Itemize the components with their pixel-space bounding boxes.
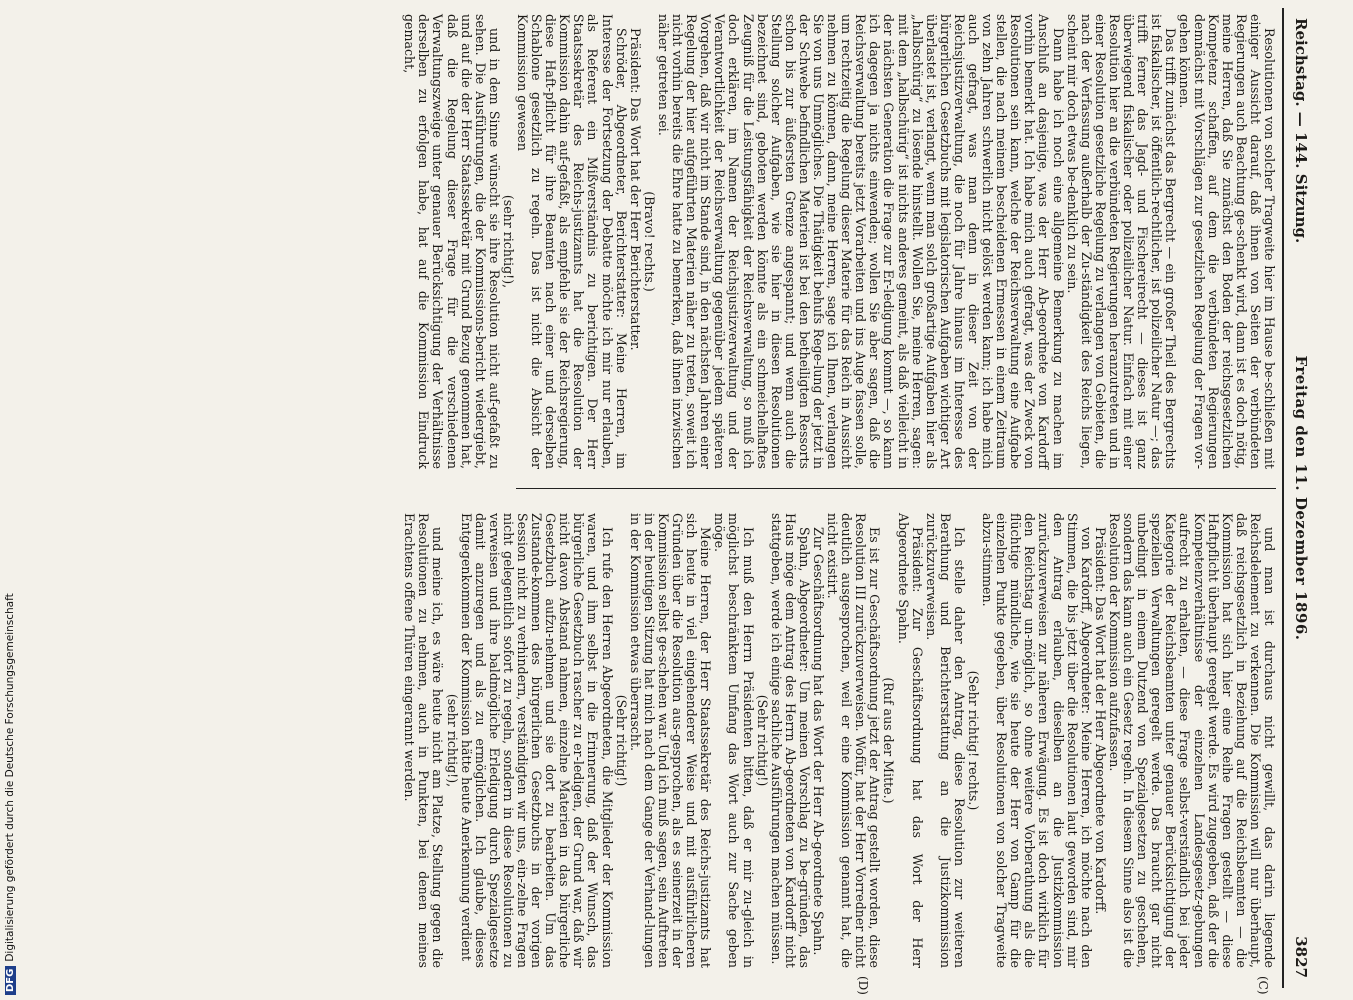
paragraph: und meine ich, es wäre heute nicht am Platze, Stellung gegen die Resolutionen zu nehmen, auch in Punkten, bei denen meines Erachtens offene Thüren eingerannt werden. (402, 513, 446, 968)
left-column (402, 14, 1276, 469)
paragraph: (Bravo! rechts.) (641, 191, 657, 292)
paragraph: Präsident: Das Wort hat der Herr Abgeordnete von Kardorff. (1092, 527, 1108, 915)
paragraph: von Kardorff, Abgeordneter: Meine Herren, ich möchte nach den Stimmen, die bis jetzt über die Resolutionen laut geworden sind, mir den Antrag erlauben, dieselben an die Justizkommission zurückzuverweisen zur näheren Erwägung. Es ist doch wirklich für den Reichstag un-möglich, so ohne weitere Vorberathung als die flüchtige mündliche, wie sie heute der Herr von Gamp für die einzelnen Punkte gegeben, über Resolutionen von solcher Tragweite abzu-stimmen. (980, 513, 1094, 968)
paragraph: Dann habe ich noch eine allgemeine Bemerkung zu machen im Anschluß an dasjenige, was der Herr Ab-geordnete von Kardorff vorhin bemerkt hat. Ich habe mich auch gefragt, was der Zweck von Resolutionen sein kann, welche der Reichsverwaltung eine Aufgabe stellen, die nach meinem bescheidenen Ermessen in einem Zeitraum von zehn Jahren schwerlich nicht gelöst werden kann; ich habe mich auch gefragt, was man denn in dieser Zeit von der Reichsjustizverwaltung, die noch für Jahre hinaus im Interesse des bürgerlichen Gesetzbuchs mit legislatorischen Aufgaben wichtiger Art überlastet ist, verlangt, wenn man solch großartige Aufgaben hier als „halbschürig“ zu lösende hinstellt. Wollen Sie, meine Herren, sagen: mit dem „halbschürig“ ist nichts anderes gemeint, als daß vielleicht in der nächsten Generation die Frage zur Er-ledigung kommt —, so kann ich dagegen ja nichts einwenden; wollen Sie aber sagen, daß die Reichsverwaltung bereits jetzt Vorarbeiten und ins Auge fassen solle, um rechtzeitig die Regelung dieser Materie für das Reich in Aussicht nehmen zu können, dann, meine Herren, sage ich Ihnen, verlangen Sie von uns Unmögliches. Die Thätigkeit behufs Rege-lung der jetzt in der Schwebe befindlichen Materien ist bei den betheiligten Ressorts schon bis zur äußersten Grenze angespannt; und wenn auch die Stellung solcher Aufgaben, wie sie hier in diesen Resolutionen bezeichnet sind, geboten werden könnte als ein schmeichelhaftes Zeugniß für die Leistungsfähigkeit der Reichsverwaltung, so muß ich doch erklären, im Namen der Reichsjustizverwaltung und der Verantwortlichkeit der Reichsverwaltung gegenüber jedem späteren Vorgehen, daß wir nicht im Stande sind, in den nächsten Jahren einer Regelung der hier aufgeführten Materien näher zu treten, soweit ich nicht vorhin bereits die Ehre hatte zu bemerken, daß ihnen inzwischen näher getreten sei. (655, 14, 1066, 469)
right-column (402, 513, 1276, 968)
paragraph: Zur Geschäftsordnung hat das Wort der Herr Ab-geordnete Spahn. (811, 527, 826, 956)
header-session: Reichstag. — 144. Sitzung. (1292, 18, 1310, 244)
paragraph: Präsident: Zur Geschäftsordnung hat das Wort der Herr Abgeordnete Spahn. (895, 513, 925, 968)
header-date: Freitag den 11. Dezember 1896. (1292, 355, 1310, 641)
paragraph: Spahn, Abgeordneter: Um meinen Vorschlag zu be-gründen, das Haus möge dem Antrag des Herrn Ab-geordneten von Kardorff nicht stattgeben, werde ich einige sachliche Ausführungen machen müssen. (768, 513, 812, 968)
page-header (1286, 8, 1310, 988)
paragraph: und man ist durchaus nicht gewillt, das darin liegende Reichsdelement zu verkennen. Die Kommission will nur überhaupt, daß reichsgesetzlich in Beziehung auf die Reichsbeamten — die Kommission hat sich hier eine Reihe Fragen gestellt — diese Haftpflicht überhaupt geregelt werde. Es wird zugegeben, daß der die Kompetenzverhältnisse der einzelnen Landesgesetz-gebungen aufrecht zu erhalten, — diese Frage selbst-verständlich bei jeder Kategorie der Reichsbeamten unter genauer Berücksichtigung der speziellen Verwaltungen geregelt werde. Das braucht gar nicht unbedingt in einem Dutzend von Spezialgesetzen zu geschehen, sondern das kann auch ein Gesetz regeln. In diesem Sinne also ist die Resolution der Kommission aufzufassen. (1106, 513, 1277, 968)
paragraph: Schröder, Abgeordneter, Berichterstatter: Meine Herren, im Interesse der Fortsetzung der Debatte möchte ich mir nur erlauben, als Referent ein Mißverständnis zu berichtigen. Der Herr Staatssekretär des Reichs-justizamts hat die Resolution der Kommission dahin auf-gefaßt, als empfehle sie der Reichsregierung, diese Haft-pflicht für ihre Beamten nach einer und derselben Schablone gesetzlich zu regeln. Das ist nicht die Absicht der Kommission gewesen (515, 14, 629, 469)
paragraph: Ich stelle daher den Antrag, diese Resolution zur weiteren Berathung und Berichterstattung an die Justizkommission zurückzuverweisen. (923, 513, 967, 968)
paragraph: Ich muß den Herrn Präsidenten bitten, daß er mir zu-gleich in möglichst beschränktem Umfang das Wort auch zur Sache geben möge. (712, 513, 756, 968)
margin-marker-d: (D) (856, 976, 870, 995)
paragraph: (sehr richtig!), (444, 693, 460, 788)
paragraph: Präsident: Das Wort hat der Herr Berichterstatter. (627, 28, 643, 351)
header-rule (1282, 8, 1284, 988)
rotated-page (60, 8, 1310, 995)
credit-text: Digitalisierung gefördert durch die Deutsche Forschungsgemeinschaft (4, 593, 16, 962)
paragraph: (Sehr richtig! rechts.) (966, 670, 982, 811)
margin-marker-c: (C) (1256, 976, 1270, 995)
paragraph: (Ruf aus der Mitte.) (881, 677, 897, 804)
paragraph: Ich rufe den Herren Abgeordneten, die Mitglieder der Kommission waren, und ihm selbst in die Erinnerung, daß der Wunsch, das bürgerliche Gesetzbuch rascher zu er-ledigen, der Grund war, daß wir nicht davon Abstand nahmen, einzelne Materien in das bürgerliche Gesetzbuch aufzu-nehmen und sie dort zu bearbeiten. Um das Zustande-kommen des bürgerlichen Gesetzbuchs in der vorigen Session nicht zu verhindern, verständigten wir uns, ein-zelne Fragen nicht gelegentlich sofort zu regeln, sondern in diese Resolutionen zu verweisen und ihre baldmögliche Erledigung durch Spezialgesetze damit anzuregen und als zu ermöglichen. Ich glaube, dieses Entgegenkommen der Kommission hätte heute Anerkennung verdient (458, 513, 615, 968)
paragraph: Meine Herren, der Herr Staatssekretär des Reichs-justizamts hat sich heute in viel eingehenderer Weise und mit ausführlicheren Gründen über die Resolution aus-gesprochen, als es seinerzeit in der Kommission selbst ge-schehen war. Und ich muß sagen, sein Auftreten in der heutigen Sitzung hat mich nach dem Gange der Verhand-lungen in der Kommission etwas überrascht. (627, 513, 714, 968)
paragraph: (Sehr richtig!) (613, 694, 629, 787)
paragraph: und in dem Sinne wünscht sie ihre Resolution nicht auf-gefaßt zu sehen. Die Ausführungen, die der Kommissions-bericht wiedergiebt, und auf die der Herr Staatssekretär mit Grund Bezug genommen hat, daß die Regelung dieser Frage für die verschiedenen Verwaltungszweige unter genauer Berücksichtigung der Verhältnisse derselben zu erfolgen habe, hat auf die Kommission Eindruck gemacht, (402, 14, 502, 469)
paragraph: (sehr richtig!), (500, 194, 516, 289)
paragraph: Es ist zur Geschäftsordnung jetzt der Antrag gestellt worden, diese Resolution III zurückzuverweisen. Wofür, hat der Herr Vorredner nicht deutlich ausgesprochen, weil er eine Kommission genannt hat, die nicht existirt. (825, 513, 883, 968)
dfg-logo: DFG (5, 966, 16, 995)
column-divider (516, 488, 1276, 489)
page-number: 3827 (1292, 936, 1310, 978)
paragraph: (Sehr richtig!) (754, 694, 770, 787)
digitization-credit (4, 593, 16, 995)
paragraph: Resolutionen von solcher Tragweite hier im Hause be-schließen mit einiger Aussicht darauf, daß ihnen von Seiten der verbündeten Regierungen auch Beachtung ge-schenkt wird, dann ist es doch nötig, meine Herren, daß Sie zunächst den Boden der reichsgesetzlichen Kompetenz schaffen, auf dem die verbündeten Regierungen demnächst mit Vorschlägen zur gesetzlichen Regelung der Fragen vor-gehen können. (1177, 14, 1277, 469)
paragraph: Das trifft zunächst das Bergrecht — ein großer Theil des Bergrechts ist fiskalischer, ist öffentlich-rechtlicher, ist polizeilicher Natur —; das trifft ferner das Jagd- und Fischereirecht — dieses ist ganz überwiegend fiskalischer oder polizeilicher Natur. Einfach mit einer Resolution hier an die verbündeten Regierungen heranzutreten und in einer Resolution gesetzliche Regelung zu verlangen von Gebieten, die nach der Verfassung außerhalb der Zu-ständigkeit des Reichs liegen, scheint mir doch etwas be-denklich zu sein. (1064, 14, 1179, 469)
